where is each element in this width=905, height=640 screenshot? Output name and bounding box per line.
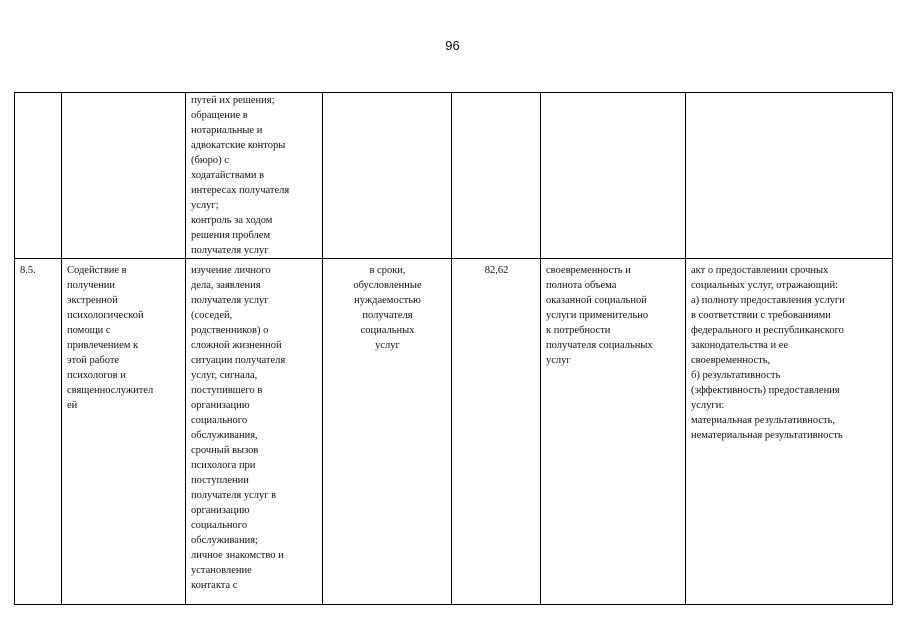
evaluation-line: (эффективность) предоставления — [691, 385, 840, 396]
cell-service-content — [186, 259, 323, 605]
cell-service-name — [62, 93, 186, 259]
content-line: срочный вызов — [191, 445, 259, 456]
indicator-line: услуг — [546, 355, 571, 366]
cell-number: 8.5. — [15, 259, 62, 605]
name-line: психологической — [67, 310, 144, 321]
cell-evaluation — [686, 93, 893, 259]
content-line: дела, заявления — [191, 280, 261, 291]
name-line: получении — [67, 280, 116, 291]
content-line: нотариальные и — [191, 125, 263, 136]
indicator-line: получателя социальных — [546, 340, 653, 351]
term-line: нуждаемостью — [354, 295, 421, 306]
term-line: получателя — [362, 310, 413, 321]
content-line: обслуживания, — [191, 430, 258, 441]
content-line: психолога при — [191, 460, 256, 471]
cell-number — [15, 93, 62, 259]
content-line: сложной жизненной — [191, 340, 282, 351]
evaluation-line: услуги: — [691, 400, 725, 411]
content-line: обслуживания; — [191, 535, 258, 546]
term-line: в сроки, — [369, 265, 406, 276]
content-line: установление — [191, 565, 252, 576]
content-line: организацию — [191, 400, 250, 411]
name-line: помощи с — [67, 325, 111, 336]
cell-quality-indicators — [541, 93, 686, 259]
content-line: получателя услуг — [191, 295, 269, 306]
content-line: адвокатские конторы — [191, 140, 286, 151]
services-table — [14, 92, 893, 605]
evaluation-line: нематериальная результативность — [691, 430, 843, 441]
content-line: обращение в — [191, 110, 248, 121]
term-line: услуг — [375, 340, 400, 351]
term-line: обусловленные — [353, 280, 422, 291]
evaluation-line: законодательства и ее — [691, 340, 789, 351]
evaluation-line: б) результативность — [691, 370, 781, 381]
content-line: путей их решения; — [191, 95, 275, 106]
content-line: контакта с — [191, 580, 238, 591]
table-row-service — [15, 259, 893, 605]
content-line: ходатайствами в — [191, 170, 265, 181]
term-line: социальных — [360, 325, 415, 336]
name-line: психологов и — [67, 370, 126, 381]
evaluation-line: социальных услуг, отражающий: — [691, 280, 838, 291]
table-row-continuation — [15, 93, 893, 259]
evaluation-line: материальная результативность, — [691, 415, 836, 426]
cell-cost — [452, 93, 541, 259]
content-line: социального — [191, 520, 248, 531]
content-line: поступившего в — [191, 385, 263, 396]
content-line: услуг; — [191, 200, 219, 211]
cell-term — [323, 93, 452, 259]
content-line: интересах получателя — [191, 185, 290, 196]
cell-cost: 82,62 — [452, 259, 541, 605]
evaluation-line: федерального и республиканского — [691, 325, 844, 336]
content-line: социального — [191, 415, 248, 426]
content-line: контроль за ходом — [191, 215, 273, 226]
indicator-line: своевременность и — [546, 265, 631, 276]
name-line: привлечением к — [67, 340, 139, 351]
content-line: родственников) о — [191, 325, 269, 336]
cell-term — [323, 259, 452, 605]
content-line: получателя услуг в — [191, 490, 277, 501]
evaluation-line: акт о предоставлении срочных — [691, 265, 829, 276]
cell-service-name — [62, 259, 186, 605]
content-line: услуг, сигнала, — [191, 370, 258, 381]
content-line: получателя услуг — [191, 245, 269, 256]
indicator-line: к потребности — [546, 325, 611, 336]
evaluation-line: в соответствии с требованиями — [691, 310, 831, 321]
indicator-line: полнота объема — [546, 280, 617, 291]
evaluation-line: своевременность, — [691, 355, 771, 366]
content-line: изучение личного — [191, 265, 271, 276]
name-line: этой работе — [67, 355, 120, 366]
content-line: (соседей, — [191, 310, 233, 321]
cell-service-content — [186, 93, 323, 259]
content-line: организацию — [191, 505, 250, 516]
name-line: ей — [67, 400, 78, 411]
content-line: поступлении — [191, 475, 249, 486]
content-line: решения проблем — [191, 230, 271, 241]
name-line: Содействие в — [67, 265, 127, 276]
page-number: 96 — [445, 38, 460, 53]
cell-quality-indicators — [541, 259, 686, 605]
indicator-line: оказанной социальной — [546, 295, 647, 306]
indicator-line: услуги применительно — [546, 310, 649, 321]
name-line: священнослужител — [67, 385, 154, 396]
evaluation-line: а) полноту предоставления услуги — [691, 295, 845, 306]
name-line: экстренной — [67, 295, 118, 306]
cell-evaluation — [686, 259, 893, 605]
content-line: ситуации получателя — [191, 355, 286, 366]
content-line: (бюро) с — [191, 155, 229, 166]
content-line: личное знакомство и — [191, 550, 284, 561]
